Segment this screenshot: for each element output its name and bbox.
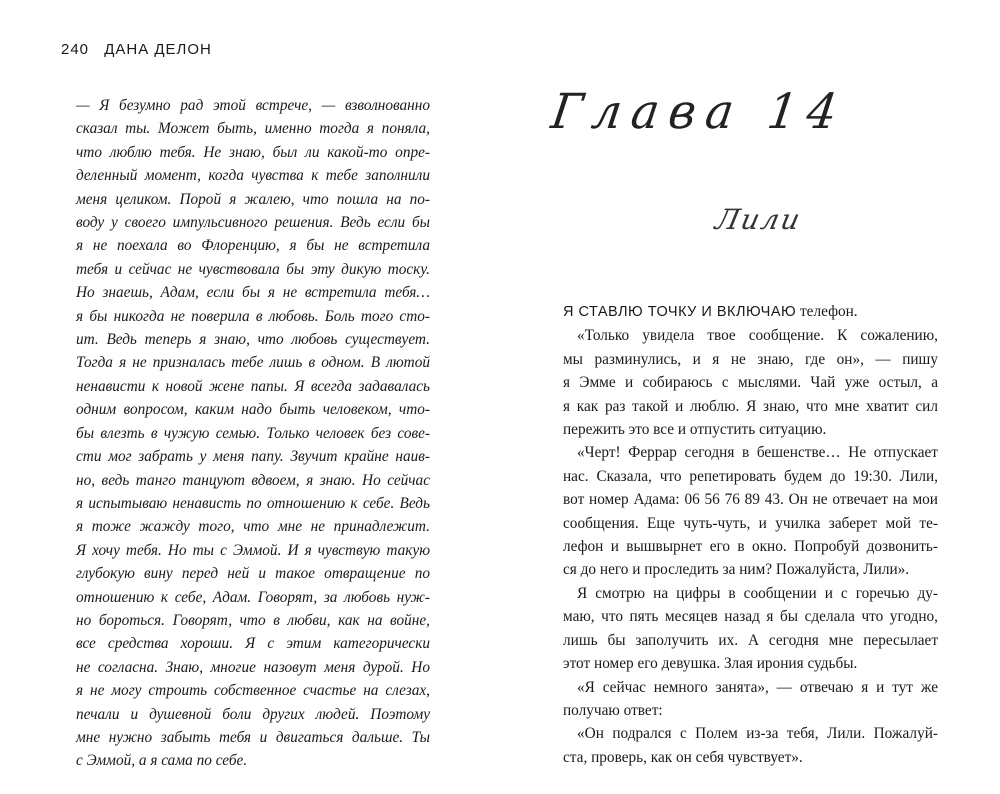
text-line: я не могу строить собственное счастье на слезах, [76, 682, 430, 700]
text-line: я не поехала во Флоренцию, я бы не встретила [76, 237, 430, 255]
text-line: ненависти к новой жене папы. Я всегда задавалась [76, 377, 430, 395]
text-line: я тоже жажду того, что мне не принадлежит. [76, 518, 430, 536]
text-line: тебя и сейчас не чувствовала бы эту дикую тоску. [76, 260, 430, 278]
text-line: но бороться. Говорят, что в любви, как на войне, [76, 611, 430, 629]
text-line: «Я сейчас немного занята», — отвечаю я и тут же [577, 678, 938, 696]
text-line: Я хочу тебя. Но ты с Эммой. И я чувствую такую [76, 541, 430, 559]
text-line: «Только увидела твое сообщение. К сожалению, [577, 327, 938, 345]
text-line: сообщения. Еще чуть-чуть, и училка заберет мой те- [563, 514, 938, 532]
text-line: глубокую вину перед ней и такое отвращение по [76, 565, 430, 583]
running-header [61, 41, 212, 58]
text-line: вот номер Адама: 06 56 76 89 43. Он не отвечает на мои [563, 491, 938, 509]
text-line: — Я безумно рад этой встрече, — взволнованно [76, 97, 430, 114]
text-line: лишь бы заполучить их. А сегодня мне пересылает [563, 631, 938, 649]
text-line: лефон и вышвырнет его в окно. Попробуй дозвонить- [563, 538, 938, 556]
text-line: сказал ты. Может быть, именно тогда я поняла, [76, 120, 430, 138]
text-line: деленный момент, когда чувства к тебе заполнили [76, 167, 430, 185]
text-line: ся до него и проследить за ним? Пожалуйста, Лили». [563, 561, 910, 579]
text-line: Тогда я не призналась тебе лишь в одном. В лютой [76, 354, 430, 372]
text-line: нас. Сказала, что репетировать будем до 19:30. Лили, [563, 467, 938, 485]
text-line: бы влезть в чужую семью. Только человек без сове- [76, 424, 430, 442]
text-line: маю, что пять месяцев назад я бы сделала что угодно, [563, 608, 938, 626]
chapter-title: Глава 14 [548, 82, 851, 140]
lead-caps: Я СТАВЛЮ ТОЧКУ И ВКЛЮЧАЮ [563, 304, 797, 320]
lead-rest: телефон. [796, 303, 858, 320]
text-line: с Эммой, а я сама по себе. [76, 752, 248, 770]
text-line: я испытываю ненависть по отношению к себе. Ведь [76, 494, 430, 512]
text-line: воду у своего импульсивного решения. Ведь если бы [76, 214, 430, 232]
text-line: получаю ответ: [563, 701, 663, 719]
text-line: одним вопросом, каким надо быть человеком, что- [76, 401, 430, 419]
text-line: что люблю тебя. Не знаю, был ли какой-то опре- [76, 143, 430, 161]
text-line: я как раз такой и люблю. Я знаю, что мне хватит сил [563, 397, 938, 415]
text-line: «Черт! Феррар сегодня в бешенстве… Не отпускает [577, 444, 938, 462]
text-line: я Эмме и собираюсь с мыслями. Чай уже остыл, а [563, 374, 938, 392]
author-name: ДАНА ДЕЛОН [104, 41, 212, 58]
text-line: мы разминулись, и я не знаю, где он», — пишу [563, 350, 938, 368]
page-number: 240 [61, 41, 90, 58]
text-line: этот номер его девушка. Злая ирония судьбы. [563, 655, 858, 673]
text-line: печали и душевной боли других людей. Поэтому [76, 705, 430, 723]
text-line: ит. Ведь теперь я знаю, что любовь существует. [76, 331, 430, 349]
lead-line [563, 300, 938, 324]
text-line: не согласна. Знаю, многие назовут меня дурой. Но [76, 658, 430, 676]
text-line: «Он подрался с Полем из-за тебя, Лили. Пожалуй- [577, 725, 938, 743]
text-line: ста, проверь, как он себя чувствует». [563, 748, 803, 766]
left-page-text [76, 94, 430, 773]
text-line: я бы никогда не поверила в любовь. Боль того сто- [76, 307, 430, 325]
text-line: пережить это все и отпустить ситуацию. [563, 421, 827, 439]
right-page-text [563, 300, 938, 769]
text-line: сти мог забрать у меня папу. Звучит крайне наив- [76, 448, 430, 466]
text-line: все средства хороши. Я с этим категорически [76, 635, 430, 653]
text-line: Но знаешь, Адам, если бы я не встретила тебя… [76, 284, 430, 302]
text-line: но, ведь танго танцуют вдвоем, я знаю. Но сейчас [76, 471, 430, 489]
text-line: отношению к себе, Адам. Говорят, за любовь нуж- [76, 588, 430, 606]
text-line: меня целиком. Порой я жалею, что пошла на по- [76, 190, 430, 208]
chapter-pov-name: Лили [712, 203, 805, 236]
text-line: Я смотрю на цифры в сообщении и с горечью ду- [577, 584, 938, 602]
text-line: мне нужно забыть тебя и двигаться дальше. Ты [76, 728, 430, 746]
